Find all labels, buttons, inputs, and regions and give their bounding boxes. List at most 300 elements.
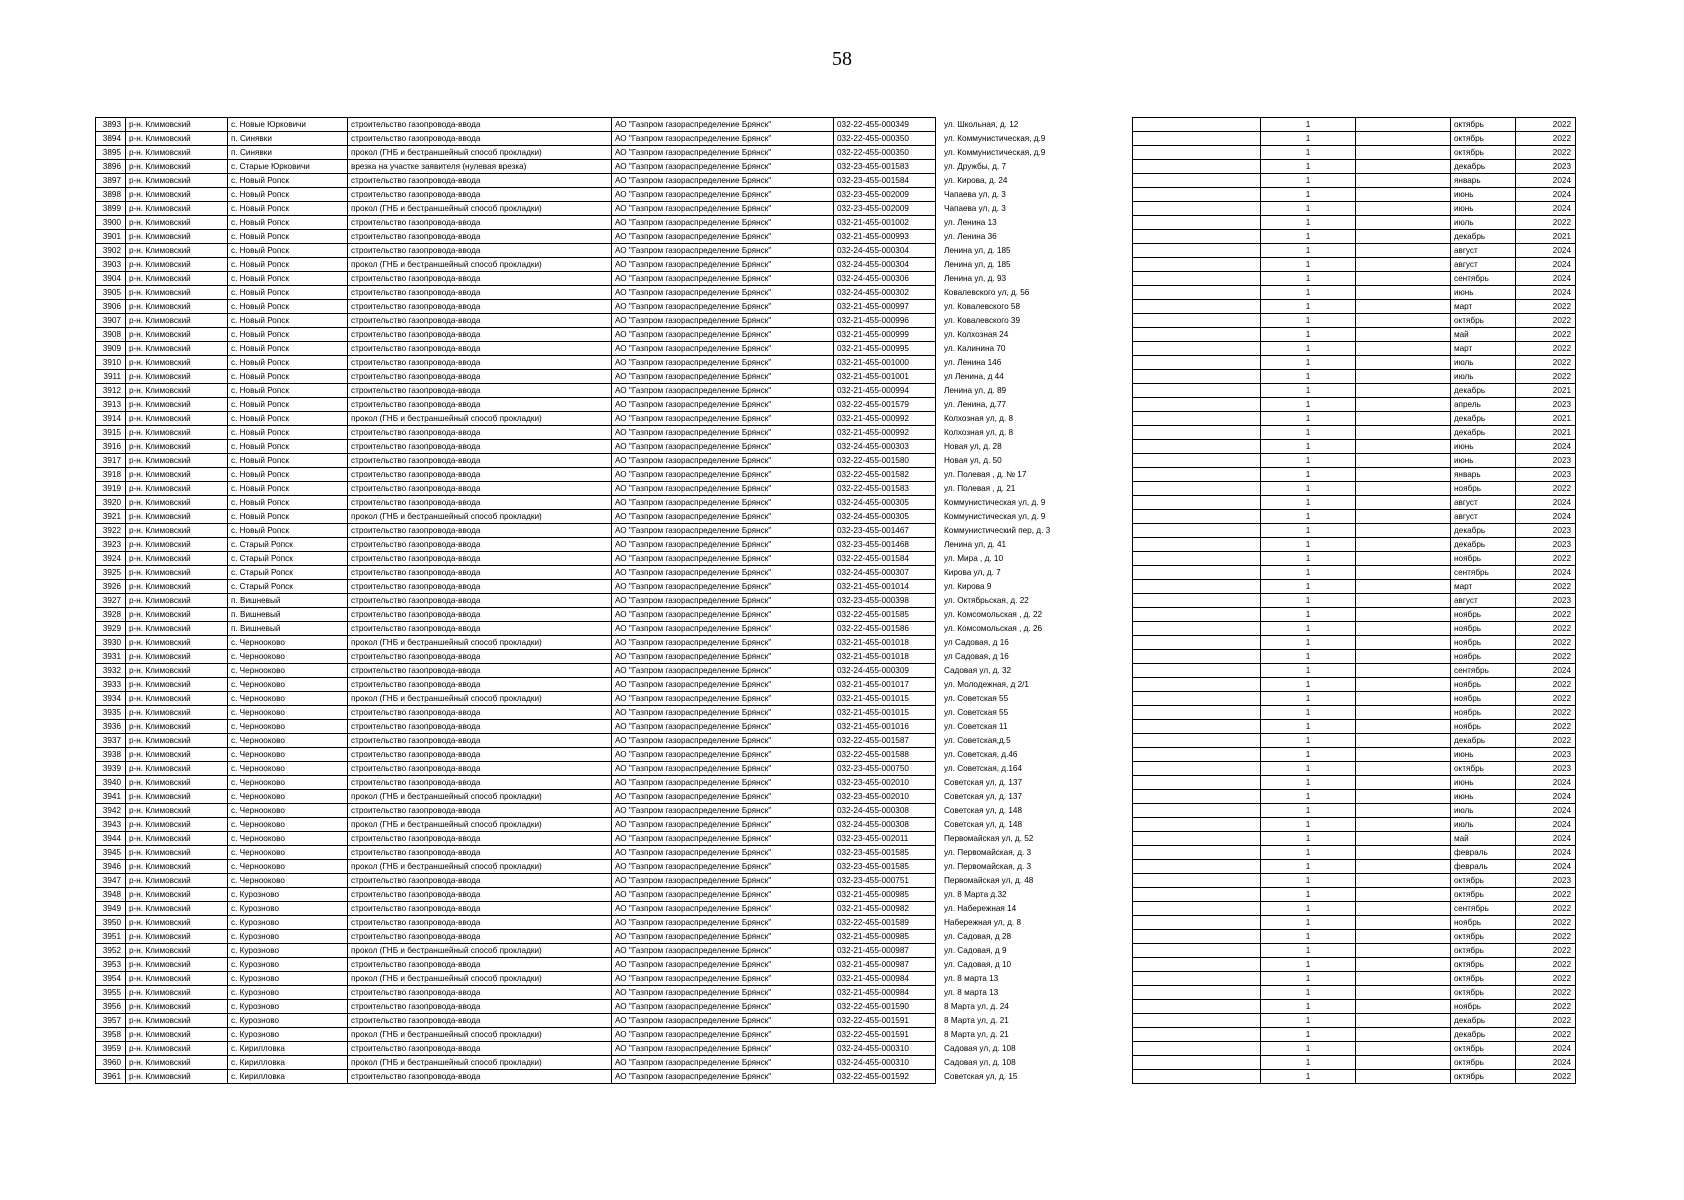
row-number-cell: 3939: [96, 762, 126, 776]
organization-cell: АО "Газпром газораспределение Брянск": [612, 342, 834, 356]
address-cell: ул. Коммунистическая, д.9: [944, 148, 1046, 157]
table-row: [1133, 342, 1576, 356]
row-number-cell: 3924: [96, 552, 126, 566]
locality-cell: с. Новый Ропск: [228, 426, 348, 440]
row-number-cell: 3954: [96, 972, 126, 986]
empty-cell: [1133, 566, 1261, 580]
table-row: [1133, 1042, 1576, 1056]
work-type-cell: прокол (ГНБ и бестраншейный способ прокладки): [348, 146, 612, 160]
row-number-cell: 3930: [96, 636, 126, 650]
empty-cell: [1133, 328, 1261, 342]
address-cell: Набережная ул, д. 8: [944, 918, 1022, 927]
locality-cell: с. Старый Ропск: [228, 580, 348, 594]
district-cell: р-н. Климовский: [126, 160, 228, 174]
empty-cell: [1133, 762, 1261, 776]
work-type-cell: прокол (ГНБ и бестраншейный способ прокладки): [348, 1056, 612, 1070]
locality-cell: с. Старый Ропск: [228, 538, 348, 552]
month-cell: январь: [1451, 468, 1516, 482]
empty-cell: [1356, 454, 1451, 468]
table-row: [96, 300, 1126, 314]
table-row: [1133, 384, 1576, 398]
locality-cell: с. Курозново: [228, 958, 348, 972]
district-cell: р-н. Климовский: [126, 328, 228, 342]
table-row: [1133, 818, 1576, 832]
work-type-cell: строительство газопровода-ввода: [348, 174, 612, 188]
table-row: [96, 132, 1126, 146]
quantity-cell: 1: [1261, 720, 1356, 734]
organization-cell: АО "Газпром газораспределение Брянск": [612, 944, 834, 958]
district-cell: р-н. Климовский: [126, 818, 228, 832]
year-cell: 2024: [1516, 846, 1576, 860]
district-cell: р-н. Климовский: [126, 916, 228, 930]
address-cell: Колхозная ул, д. 8: [944, 414, 1014, 423]
table-row: [1133, 678, 1576, 692]
empty-cell: [1356, 426, 1451, 440]
organization-cell: АО "Газпром газораспределение Брянск": [612, 384, 834, 398]
application-code-cell: 032-21-455-001015: [834, 706, 936, 720]
empty-cell: [1133, 776, 1261, 790]
organization-cell: АО "Газпром газораспределение Брянск": [612, 216, 834, 230]
application-code-cell: 032-22-455-001585: [834, 608, 936, 622]
table-row: [1133, 174, 1576, 188]
table-row: [96, 1070, 1126, 1084]
empty-cell: [1133, 300, 1261, 314]
month-cell: декабрь: [1451, 230, 1516, 244]
empty-cell: [1133, 454, 1261, 468]
row-number-cell: 3896: [96, 160, 126, 174]
locality-cell: с. Новый Ропск: [228, 328, 348, 342]
address-cell: Ленина ул, д. 41: [944, 540, 1007, 549]
table-row: [1133, 1000, 1576, 1014]
table-row: [96, 552, 1126, 566]
application-code-cell: 032-21-455-000987: [834, 944, 936, 958]
district-cell: р-н. Климовский: [126, 314, 228, 328]
organization-cell: АО "Газпром газораспределение Брянск": [612, 776, 834, 790]
empty-cell: [1356, 1070, 1451, 1084]
address-cell: Советская ул, д. 137: [944, 792, 1023, 801]
quantity-cell: 1: [1261, 1070, 1356, 1084]
application-code-cell: 032-21-455-001014: [834, 580, 936, 594]
empty-cell: [1356, 748, 1451, 762]
work-type-cell: строительство газопровода-ввода: [348, 622, 612, 636]
month-cell: ноябрь: [1451, 1000, 1516, 1014]
address-cell: ул. Советская 55: [944, 694, 1009, 703]
work-type-cell: строительство газопровода-ввода: [348, 748, 612, 762]
locality-cell: с. Новый Ропск: [228, 314, 348, 328]
application-code-cell: 032-21-455-000985: [834, 888, 936, 902]
table-row: [1133, 160, 1576, 174]
empty-cell: [1356, 720, 1451, 734]
month-cell: ноябрь: [1451, 916, 1516, 930]
table-row: [1133, 258, 1576, 272]
locality-cell: с. Курозново: [228, 944, 348, 958]
empty-cell: [1356, 398, 1451, 412]
quantity-cell: 1: [1261, 678, 1356, 692]
address-cell: Первомайская ул, д. 48: [944, 876, 1034, 885]
locality-cell: с. Новый Ропск: [228, 384, 348, 398]
work-type-cell: прокол (ГНБ и бестраншейный способ прокладки): [348, 818, 612, 832]
application-code-cell: 032-22-455-001592: [834, 1070, 936, 1084]
application-code-cell: 032-21-455-001015: [834, 692, 936, 706]
application-code-cell: 032-24-455-000305: [834, 496, 936, 510]
organization-cell: АО "Газпром газораспределение Брянск": [612, 636, 834, 650]
address-cell: ул. Кирова 9: [944, 582, 992, 591]
quantity-cell: 1: [1261, 846, 1356, 860]
organization-cell: АО "Газпром газораспределение Брянск": [612, 272, 834, 286]
address-cell: ул Ленина, д 44: [944, 372, 1004, 381]
row-number-cell: 3929: [96, 622, 126, 636]
table-row: [96, 454, 1126, 468]
empty-cell: [1356, 818, 1451, 832]
table-row: [1133, 888, 1576, 902]
table-row: [1133, 790, 1576, 804]
address-cell: Кирова ул, д. 7: [944, 568, 1001, 577]
district-cell: р-н. Климовский: [126, 650, 228, 664]
empty-cell: [1356, 258, 1451, 272]
quantity-cell: 1: [1261, 594, 1356, 608]
table-row: [96, 412, 1126, 426]
locality-cell: с. Новый Ропск: [228, 496, 348, 510]
year-cell: 2021: [1516, 230, 1576, 244]
quantity-cell: 1: [1261, 188, 1356, 202]
address-cell: Садовая ул, д. 32: [944, 666, 1012, 675]
locality-cell: с. Новый Ропск: [228, 356, 348, 370]
year-cell: 2022: [1516, 482, 1576, 496]
organization-cell: АО "Газпром газораспределение Брянск": [612, 706, 834, 720]
application-code-cell: 032-21-455-000992: [834, 426, 936, 440]
year-cell: 2021: [1516, 426, 1576, 440]
work-type-cell: строительство газопровода-ввода: [348, 566, 612, 580]
district-cell: р-н. Климовский: [126, 300, 228, 314]
table-row: [1133, 622, 1576, 636]
empty-cell: [1133, 650, 1261, 664]
month-cell: июль: [1451, 804, 1516, 818]
year-cell: 2022: [1516, 580, 1576, 594]
work-type-cell: строительство газопровода-ввода: [348, 804, 612, 818]
year-cell: 2022: [1516, 622, 1576, 636]
month-cell: октябрь: [1451, 314, 1516, 328]
organization-cell: АО "Газпром газораспределение Брянск": [612, 454, 834, 468]
empty-cell: [1356, 930, 1451, 944]
table-row: [96, 160, 1126, 174]
work-type-cell: строительство газопровода-ввода: [348, 496, 612, 510]
empty-cell: [1356, 342, 1451, 356]
empty-cell: [1133, 286, 1261, 300]
month-cell: июнь: [1451, 440, 1516, 454]
work-type-cell: прокол (ГНБ и бестраншейный способ прокладки): [348, 860, 612, 874]
locality-cell: с. Новый Ропск: [228, 258, 348, 272]
year-cell: 2024: [1516, 496, 1576, 510]
empty-cell: [1356, 874, 1451, 888]
quantity-cell: 1: [1261, 482, 1356, 496]
address-cell: 8 Марта ул, д. 21: [944, 1016, 1009, 1025]
table-row: [96, 272, 1126, 286]
locality-cell: п. Синявки: [228, 132, 348, 146]
application-code-cell: 032-22-455-001587: [834, 734, 936, 748]
district-cell: р-н. Климовский: [126, 874, 228, 888]
application-code-cell: 032-21-455-000987: [834, 958, 936, 972]
month-cell: октябрь: [1451, 1042, 1516, 1056]
row-number-cell: 3922: [96, 524, 126, 538]
empty-cell: [1356, 468, 1451, 482]
year-cell: 2024: [1516, 566, 1576, 580]
year-cell: 2022: [1516, 944, 1576, 958]
table-row: [1133, 846, 1576, 860]
district-cell: р-н. Климовский: [126, 482, 228, 496]
row-number-cell: 3897: [96, 174, 126, 188]
empty-cell: [1356, 734, 1451, 748]
empty-cell: [1356, 762, 1451, 776]
year-cell: 2024: [1516, 202, 1576, 216]
work-type-cell: строительство газопровода-ввода: [348, 328, 612, 342]
empty-cell: [1133, 398, 1261, 412]
address-cell: ул. Дружбы, д. 7: [944, 162, 1007, 171]
district-cell: р-н. Климовский: [126, 146, 228, 160]
row-number-cell: 3928: [96, 608, 126, 622]
address-cell: ул. 8 Марта д.32: [944, 890, 1007, 899]
application-code-cell: 032-24-455-000310: [834, 1042, 936, 1056]
row-number-cell: 3899: [96, 202, 126, 216]
empty-cell: [1356, 594, 1451, 608]
application-code-cell: 032-21-455-001017: [834, 678, 936, 692]
row-number-cell: 3953: [96, 958, 126, 972]
empty-cell: [1133, 244, 1261, 258]
month-cell: октябрь: [1451, 972, 1516, 986]
address-cell: ул. Советская 55: [944, 708, 1009, 717]
locality-cell: с. Чернооково: [228, 664, 348, 678]
month-cell: декабрь: [1451, 538, 1516, 552]
table-row: [1133, 734, 1576, 748]
application-code-cell: 032-23-455-002009: [834, 202, 936, 216]
locality-cell: с. Чернооково: [228, 734, 348, 748]
table-row: [96, 986, 1126, 1000]
month-cell: декабрь: [1451, 426, 1516, 440]
organization-cell: АО "Газпром газораспределение Брянск": [612, 1028, 834, 1042]
application-code-cell: 032-21-455-000993: [834, 230, 936, 244]
empty-cell: [1356, 440, 1451, 454]
table-row: [1133, 314, 1576, 328]
application-code-cell: 032-22-455-001590: [834, 1000, 936, 1014]
work-type-cell: прокол (ГНБ и бестраншейный способ прокладки): [348, 202, 612, 216]
table-row: [96, 342, 1126, 356]
empty-cell: [1356, 1028, 1451, 1042]
quantity-cell: 1: [1261, 1014, 1356, 1028]
district-cell: р-н. Климовский: [126, 468, 228, 482]
table-row: [1133, 356, 1576, 370]
organization-cell: АО "Газпром газораспределение Брянск": [612, 482, 834, 496]
application-code-cell: 032-24-455-000310: [834, 1056, 936, 1070]
work-type-cell: строительство газопровода-ввода: [348, 468, 612, 482]
table-row: [96, 776, 1126, 790]
work-type-cell: строительство газопровода-ввода: [348, 650, 612, 664]
table-row: [96, 636, 1126, 650]
row-number-cell: 3925: [96, 566, 126, 580]
locality-cell: с. Чернооково: [228, 692, 348, 706]
table-row: [1133, 328, 1576, 342]
work-type-cell: прокол (ГНБ и бестраншейный способ прокладки): [348, 944, 612, 958]
year-cell: 2022: [1516, 356, 1576, 370]
year-cell: 2024: [1516, 804, 1576, 818]
month-cell: октябрь: [1451, 146, 1516, 160]
address-cell: ул. 8 марта 13: [944, 974, 999, 983]
district-cell: р-н. Климовский: [126, 860, 228, 874]
quantity-cell: 1: [1261, 216, 1356, 230]
address-cell: 8 Марта ул, д. 24: [944, 1002, 1009, 1011]
empty-cell: [1133, 748, 1261, 762]
quantity-cell: 1: [1261, 286, 1356, 300]
empty-cell: [1356, 608, 1451, 622]
address-cell: ул. Комсомольская , д. 22: [944, 610, 1043, 619]
address-cell: Садовая ул, д. 108: [944, 1044, 1016, 1053]
quantity-cell: 1: [1261, 566, 1356, 580]
table-row: [96, 202, 1126, 216]
row-number-cell: 3952: [96, 944, 126, 958]
work-type-cell: прокол (ГНБ и бестраншейный способ прокладки): [348, 510, 612, 524]
district-cell: р-н. Климовский: [126, 958, 228, 972]
month-cell: апрель: [1451, 398, 1516, 412]
table-row: [96, 706, 1126, 720]
district-cell: р-н. Климовский: [126, 1028, 228, 1042]
application-code-cell: 032-24-455-000306: [834, 272, 936, 286]
empty-cell: [1356, 160, 1451, 174]
locality-cell: с. Новый Ропск: [228, 272, 348, 286]
locality-cell: с. Новый Ропск: [228, 440, 348, 454]
table-row: [96, 258, 1126, 272]
application-code-cell: 032-22-455-001588: [834, 748, 936, 762]
table-row: [96, 930, 1126, 944]
application-code-cell: 032-22-455-001591: [834, 1028, 936, 1042]
table-row: [96, 734, 1126, 748]
table-row: [1133, 1070, 1576, 1084]
month-cell: январь: [1451, 174, 1516, 188]
year-cell: 2022: [1516, 636, 1576, 650]
month-cell: октябрь: [1451, 762, 1516, 776]
address-cell: ул. Ковалевского 58: [944, 302, 1021, 311]
locality-cell: с. Новый Ропск: [228, 454, 348, 468]
table-row: [96, 874, 1126, 888]
district-cell: р-н. Климовский: [126, 272, 228, 286]
table-row: [96, 846, 1126, 860]
quantity-cell: 1: [1261, 174, 1356, 188]
table-row: [1133, 552, 1576, 566]
application-code-cell: 032-21-455-001016: [834, 720, 936, 734]
empty-cell: [1133, 524, 1261, 538]
locality-cell: с. Курозново: [228, 916, 348, 930]
locality-cell: с. Курозново: [228, 888, 348, 902]
table-row: [96, 1056, 1126, 1070]
work-type-cell: строительство газопровода-ввода: [348, 230, 612, 244]
locality-cell: с. Новый Ропск: [228, 202, 348, 216]
year-cell: 2023: [1516, 748, 1576, 762]
district-cell: р-н. Климовский: [126, 622, 228, 636]
quantity-cell: 1: [1261, 748, 1356, 762]
year-cell: 2023: [1516, 594, 1576, 608]
table-row: [1133, 230, 1576, 244]
row-number-cell: 3898: [96, 188, 126, 202]
year-cell: 2022: [1516, 902, 1576, 916]
table-row: [96, 1042, 1126, 1056]
organization-cell: АО "Газпром газораспределение Брянск": [612, 202, 834, 216]
empty-cell: [1356, 902, 1451, 916]
district-cell: р-н. Климовский: [126, 1014, 228, 1028]
empty-cell: [1133, 132, 1261, 146]
locality-cell: п. Вишневый: [228, 594, 348, 608]
table-row: [96, 944, 1126, 958]
locality-cell: с. Новый Ропск: [228, 174, 348, 188]
table-row: [96, 748, 1126, 762]
district-cell: р-н. Климовский: [126, 398, 228, 412]
empty-cell: [1133, 818, 1261, 832]
application-code-cell: 032-23-455-002010: [834, 776, 936, 790]
application-code-cell: 032-21-455-000992: [834, 412, 936, 426]
month-cell: март: [1451, 580, 1516, 594]
work-type-cell: строительство газопровода-ввода: [348, 300, 612, 314]
district-cell: р-н. Климовский: [126, 762, 228, 776]
empty-cell: [1133, 664, 1261, 678]
year-cell: 2024: [1516, 776, 1576, 790]
table-row: [96, 328, 1126, 342]
year-cell: 2024: [1516, 244, 1576, 258]
locality-cell: с. Новый Ропск: [228, 230, 348, 244]
organization-cell: АО "Газпром газораспределение Брянск": [612, 1070, 834, 1084]
empty-cell: [1133, 944, 1261, 958]
empty-cell: [1133, 860, 1261, 874]
district-cell: р-н. Климовский: [126, 412, 228, 426]
empty-cell: [1133, 958, 1261, 972]
row-number-cell: 3938: [96, 748, 126, 762]
address-cell: Ленина ул, д. 93: [944, 274, 1007, 283]
table-row: [1133, 776, 1576, 790]
district-cell: р-н. Климовский: [126, 832, 228, 846]
year-cell: 2024: [1516, 1042, 1576, 1056]
empty-cell: [1133, 440, 1261, 454]
month-cell: февраль: [1451, 846, 1516, 860]
table-row: [96, 440, 1126, 454]
row-number-cell: 3956: [96, 1000, 126, 1014]
month-cell: сентябрь: [1451, 272, 1516, 286]
month-cell: июнь: [1451, 748, 1516, 762]
quantity-cell: 1: [1261, 734, 1356, 748]
year-cell: 2022: [1516, 734, 1576, 748]
table-row: [96, 594, 1126, 608]
application-code-cell: 032-21-455-000985: [834, 930, 936, 944]
application-code-cell: 032-23-455-001585: [834, 860, 936, 874]
application-code-cell: 032-22-455-001583: [834, 482, 936, 496]
table-row: [96, 804, 1126, 818]
empty-cell: [1356, 510, 1451, 524]
application-code-cell: 032-23-455-000751: [834, 874, 936, 888]
table-row: [96, 188, 1126, 202]
month-cell: февраль: [1451, 860, 1516, 874]
row-number-cell: 3957: [96, 1014, 126, 1028]
work-type-cell: строительство газопровода-ввода: [348, 454, 612, 468]
quantity-cell: 1: [1261, 160, 1356, 174]
district-cell: р-н. Климовский: [126, 720, 228, 734]
month-cell: декабрь: [1451, 412, 1516, 426]
empty-cell: [1133, 202, 1261, 216]
empty-cell: [1133, 930, 1261, 944]
address-cell: Первомайская ул, д. 52: [944, 834, 1034, 843]
month-cell: декабрь: [1451, 1014, 1516, 1028]
locality-cell: с. Новый Ропск: [228, 510, 348, 524]
month-cell: ноябрь: [1451, 552, 1516, 566]
address-cell: Ленина ул, д. 185: [944, 246, 1011, 255]
month-cell: октябрь: [1451, 944, 1516, 958]
work-type-cell: строительство газопровода-ввода: [348, 1014, 612, 1028]
address-cell: ул. Первомайская, д. 3: [944, 848, 1032, 857]
row-number-cell: 3919: [96, 482, 126, 496]
work-type-cell: врезка на участке заявителя (нулевая врезка): [348, 160, 612, 174]
